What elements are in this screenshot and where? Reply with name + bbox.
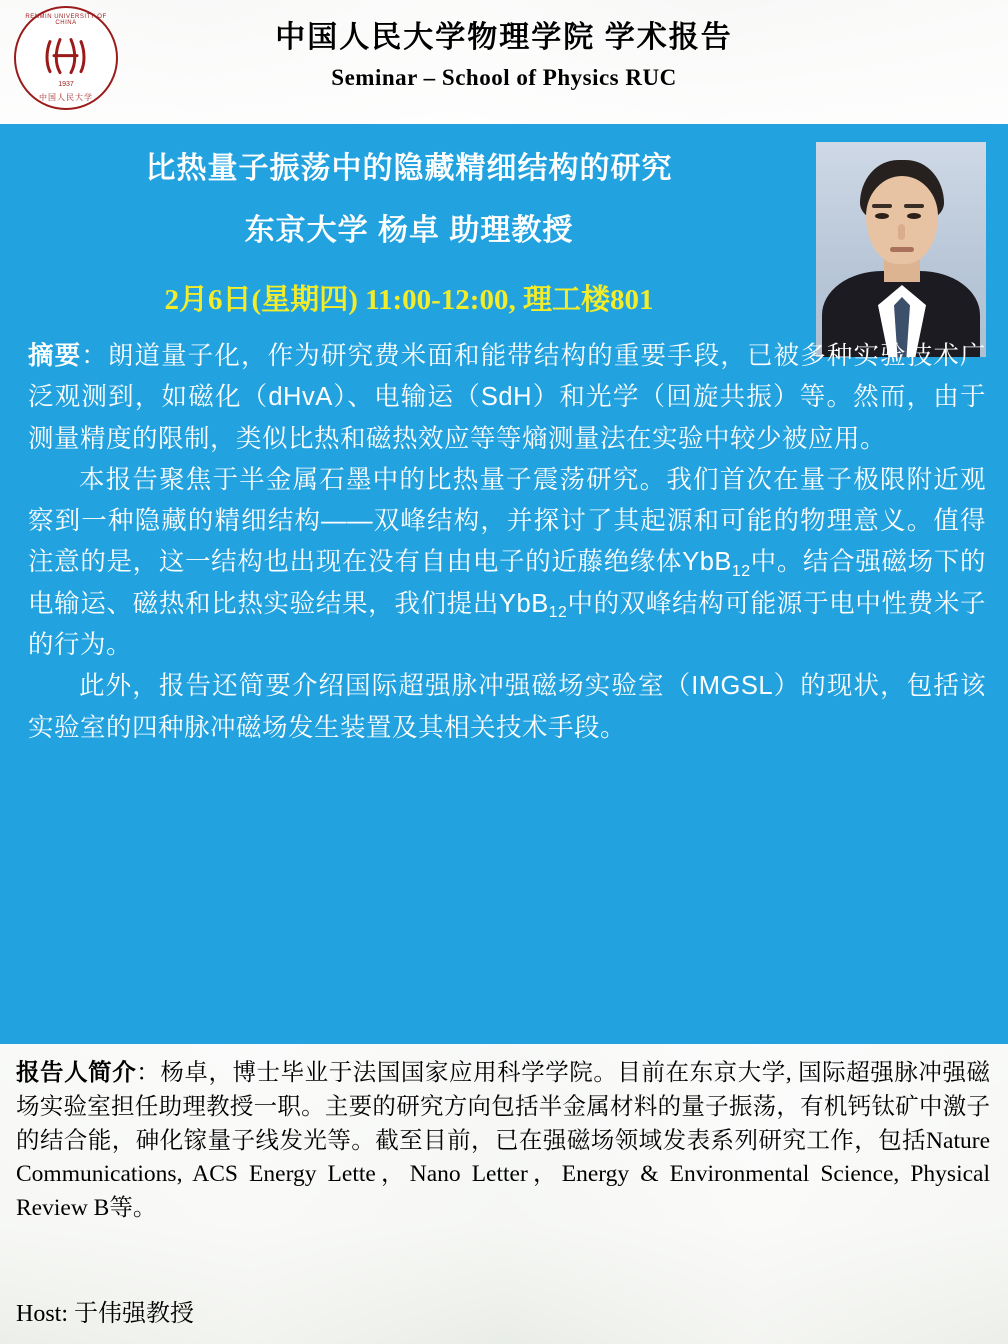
abstract-label: 摘要 (28, 342, 82, 370)
portrait-mouth (890, 247, 914, 252)
portrait-eyebrow-right (904, 204, 924, 208)
portrait-eye-left (875, 213, 889, 219)
speaker-affiliation-name: 东京大学 杨卓 助理教授 (244, 214, 574, 247)
abstract-paragraph-2-part-c: 中的双峰结构可能源于电中性费米子的行为。 (28, 589, 986, 660)
speaker-bio-section (0, 1044, 1008, 1226)
portrait-nose (898, 224, 905, 240)
abstract-paragraph-2-part-a: 本报告聚焦于半金属石墨中的比热量子震荡研究。我们首次在量子极限附近观察到一种隐藏的精细结构——双峰结构，并探讨了其起源和可能的物理意义。值得注意的是，这一结构也出现在没有自由电子的近藤绝缘体YbB (28, 465, 986, 577)
host-line: Host: 于伟强教授 (16, 1301, 195, 1327)
portrait-eyebrow-left (872, 204, 892, 208)
page-title-cn: 中国人民大学物理学院 学术报告 (275, 21, 733, 54)
poster-header (0, 0, 1008, 124)
logo-year: 1937 (58, 81, 74, 88)
logo-ring-text-bottom: 中国人民大学 (39, 93, 93, 102)
portrait-eye-right (907, 213, 921, 219)
abstract-subscript-1: 12 (731, 563, 751, 581)
abstract-subscript-2: 12 (548, 604, 568, 622)
abstract-paragraph-2-part-b: 中。结合强磁场下的电输运、磁热和比热实验结果，我们提出YbB (28, 548, 986, 618)
poster-main (0, 124, 1008, 1044)
header-title-group (0, 18, 1008, 91)
talk-datetime-location: 2月6日(星期四) 11:00-12:00, 理工楼801 (164, 284, 654, 316)
abstract-paragraph-1-text: ：朗道量子化，作为研究费米面和能带结构的重要手段，已被多种实验技术广泛观测到，如磁化（dHvA）、电输运（SdH）和光学（回旋共振）等。然而，由于测量精度的限制，类似比热和磁热效应等等熵测量法在实验中较少被应用。 (28, 342, 986, 453)
abstract-paragraph-3: 此外，报告还简要介绍国际超强脉冲强磁场实验室（IMGSL）的现状，包括该实验室的四种脉冲磁场发生装置及其相关技术手段。 (28, 672, 986, 742)
talk-info-block (0, 124, 1008, 318)
abstract-paragraph-2 (28, 460, 986, 666)
bio-label: 报告人简介 (16, 1059, 137, 1085)
abstract-paragraph-1 (28, 336, 986, 460)
bio-text: ：杨卓，博士毕业于法国国家应用科学学院。目前在东京大学, 国际超强脉冲强磁场实验室担任助理教授一职。主要的研究方向包括半金属材料的量子振荡，有机钙钛矿中激子的结合能，砷化镓量子线发光等。截至目前，已在强磁场领域发表系列研究工作，包括Nature Communications, ACS Energy Lette，Nano Letter，Energy & Environmental Science, Physical Review B等。 (16, 1060, 990, 1222)
abstract-section (0, 318, 1008, 749)
poster-footer (0, 1044, 1008, 1344)
talk-title: 比热量子振荡中的隐藏精细结构的研究 (145, 152, 673, 185)
logo-ring-text-top: RENMIN UNIVERSITY OF CHINA (25, 14, 107, 26)
page-title-en: Seminar – School of Physics RUC (331, 65, 677, 90)
